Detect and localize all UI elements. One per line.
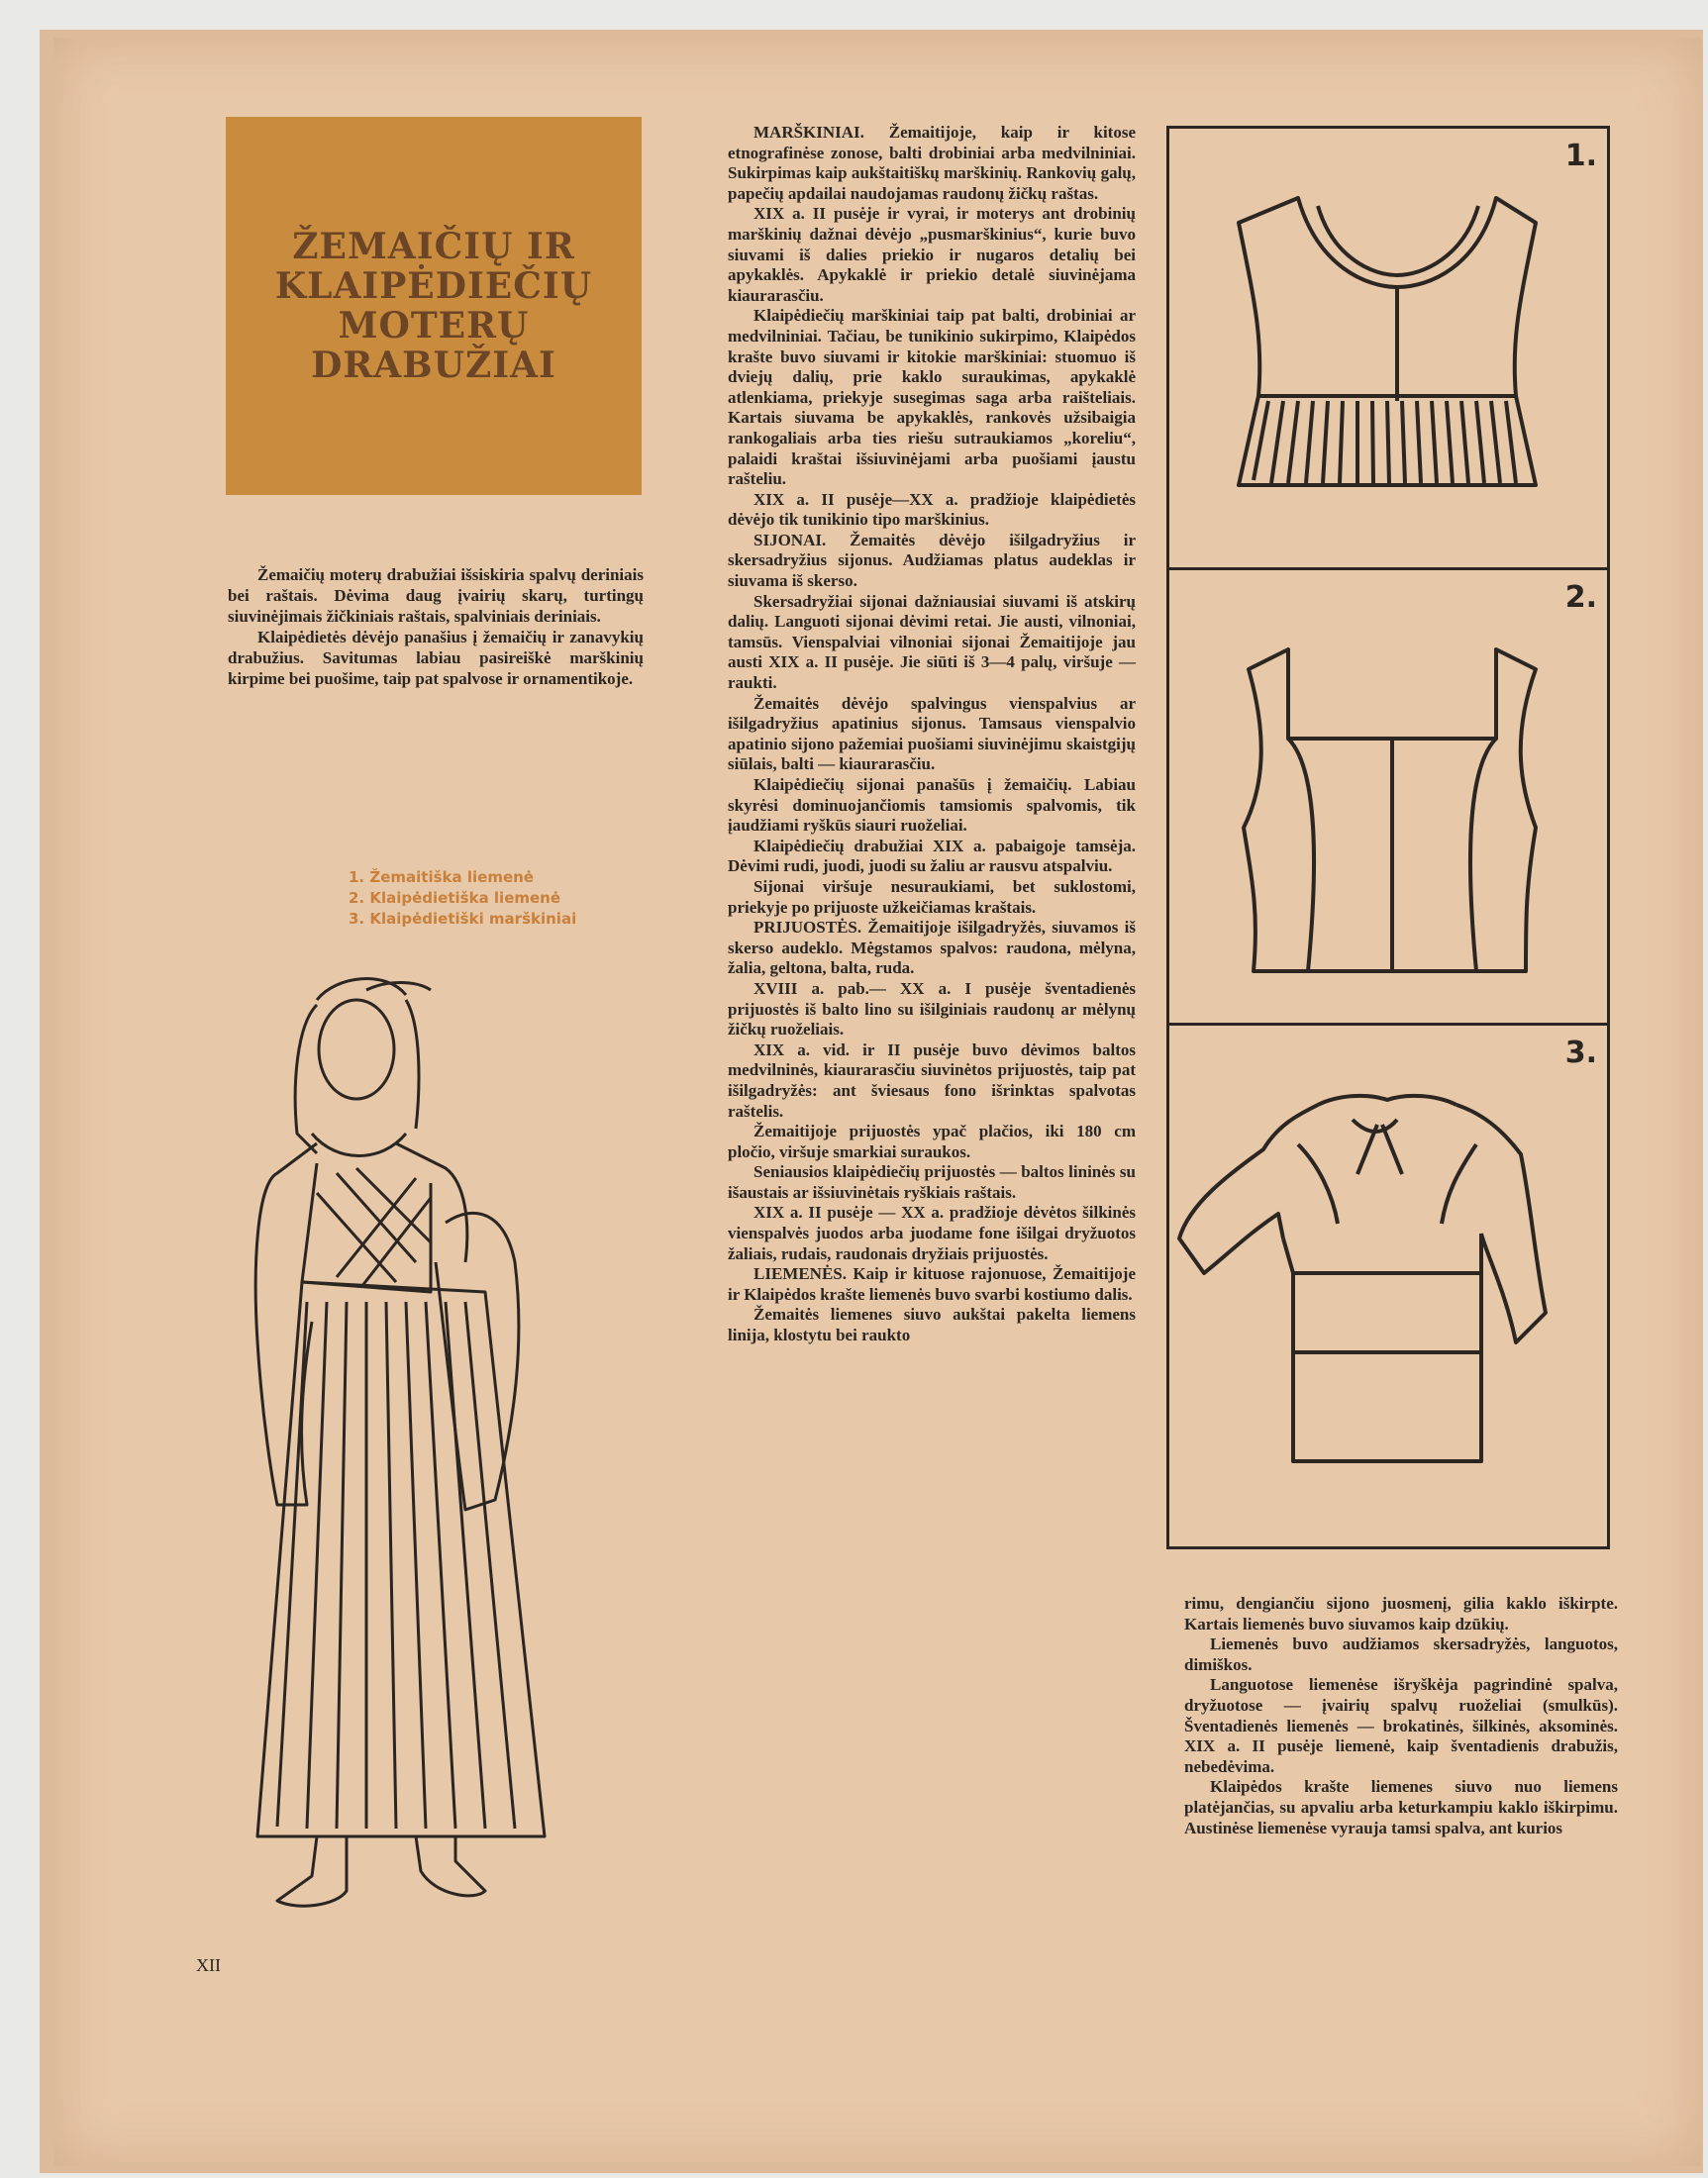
figure-legend [349, 867, 665, 930]
woman-costume-illustration [218, 965, 634, 1935]
title-line: MOTERŲ [338, 305, 530, 346]
intro-text [228, 564, 644, 689]
paragraph: Languotose liemenėse išryškėja pagrindinė spalva, dryžuotose — įvairių spalvų ruoželiai (smulkūs). Šventadienės liemenės — brokatinės, šilkinės, aksominės. XIX a. II pusėje liemenė, kaip šventadienis drabužis, nebedėvima. [1184, 1675, 1618, 1776]
figure-number: 2. [1564, 580, 1597, 615]
legend-item: 3. Klaipėdietiški marškiniai [349, 910, 577, 928]
klaipeda-vest-drawing [1169, 570, 1607, 1021]
paragraph: Sijonai viršuje nesuraukiami, bet suklostomi, priekyje po prijuoste užkeičiamas kraštais. [728, 876, 1136, 917]
intro-paragraph: Klaipėdietės dėvėjo panašius į žemaičių ir zanavykių drabužius. Savitumas labiau pasireiškė marškinių kirpime bei puošime, taip pat spalvose ir ornamentikoje. [228, 628, 644, 688]
middle-column [728, 123, 1136, 1346]
paragraph: rimu, dengiančiu sijono juosmenį, gilia kaklo iškirpte. Kartais liemenės buvo siuvamos kaip dzūkių. [1184, 1594, 1618, 1634]
figure-panel-vest-1 [1169, 129, 1607, 570]
figure-number: 1. [1564, 139, 1597, 173]
paragraph: LIEMENĖS. Kaip ir kituose rajonuose, Žemaitijoje ir Klaipėdos krašte liemenės buvo svarbi kostiumo dalis. [728, 1264, 1136, 1304]
paragraph: XIX a. II pusėje — XX a. pradžioje dėvėtos šilkinės vienspalvės juodos arba juodame fone išilgai dryžuotos žaliais, rudais, raudonais dryžiais prijuostės. [728, 1203, 1136, 1263]
right-column [1184, 1594, 1618, 1838]
paragraph: Žemaitės dėvėjo spalvingus vienspalvius ar išilgadryžius apatinius sijonus. Tamsaus vienspalvio apatinio sijono pažemiai puošiami siuvinėjimu skaistgijų siūlais, balti — kiaurarasčiu. [728, 693, 1136, 774]
woman-figure-drawing [218, 965, 634, 1935]
page-number: XII [196, 1955, 221, 1975]
paragraph: Žemaitės liemenes siuvo aukštai pakelta liemens linija, klostytu bei raukto [728, 1305, 1136, 1345]
figure-panel-vest-2 [1169, 570, 1607, 1026]
title-line: ŽEMAIČIŲ IR [292, 226, 575, 267]
paragraph: XIX a. II pusėje ir vyrai, ir moterys ant drobinių marškinių dažnai dėvėjo „pusmarškinius“, kurie buvo siuvami iš dalies priekio ir nugaros detalių bei apykaklės. Apykaklė ir priekio detalė siuvinėjama kiaurarasčiu. [728, 204, 1136, 305]
page-title [275, 227, 592, 385]
legend-item: 2. Klaipėdietiška liemenė [349, 889, 561, 907]
paragraph: Žemaitijoje prijuostės ypač plačios, iki 180 cm pločio, viršuje smarkiai suraukos. [728, 1122, 1136, 1161]
legend-item: 1. Žemaitiška liemenė [349, 868, 534, 886]
figure-panel-shirt-3 [1169, 1026, 1607, 1549]
paragraph: PRIJUOSTĖS. Žemaitijoje išilgadryžės, siuvamos iš skerso audeklo. Mėgstamos spalvos: raudona, mėlyna, žalia, geltona, balta, ruda. [728, 918, 1136, 978]
paragraph: Klaipėdiečių drabužiai XIX a. pabaigoje tamsėja. Dėvimi rudi, juodi, juodi su žaliu ar rausvu atspalviu. [728, 836, 1136, 876]
intro-paragraph: Žemaičių moterų drabužiai išsiskiria spalvų deriniais bei raštais. Dėvima daug įvairių skarų, turtingų siuvinėjimais žičkiniais raštais, spalviniais deriniais. [228, 565, 644, 626]
paragraph: Klaipėdiečių marškiniai taip pat balti, drobiniai ar medvilniniai. Tačiau, be tunikinio sukirpimo, Klaipėdos krašte buvo siuvami ir kitokie marškiniai: stuomuo iš dviejų dalių, prie kaklo suraukimas, apykaklė atlenkiama, priekyje susegimas saga arba raišteliais. Kartais siuvama be apykaklės, rankovės užsibaigia rankogaliais arba ties riešu sutraukiamos „koreliu“, palaidi kraštai išsiuvinėjami arba puošiami įaustu rašteliu. [728, 306, 1136, 489]
paragraph: Klaipėdiečių sijonai panašūs į žemaičių. Labiau skyrėsi dominuojančiomis tamsiomis spalvomis, tik įaudžiami ryškūs siauri ruoželiai. [728, 775, 1136, 836]
paragraph: SIJONAI. Žemaitės dėvėjo išilgadryžius ir skersadryžius sijonus. Audžiamas platus audeklas ir siuvama iš skerso. [728, 530, 1136, 591]
paragraph: XIX a. II pusėje—XX a. pradžioje klaipėdietės dėvėjo tik tunikinio tipo marškinius. [728, 489, 1136, 530]
paragraph: Skersadryžiai sijonai dažniausiai siuvami iš atskirų dalių. Languoti sijonai dėvimi retai. Jie austi, vilnoniai, tamsūs. Vienspalviai vilnoniai sijonai Žemaitijoje jau austi XIX a. II pusėje. Jie siūti iš 3—4 palų, viršuje — raukti. [728, 591, 1136, 693]
paragraph: MARŠKINIAI. Žemaitijoje, kaip ir kitose etnografinėse zonose, balti drobiniai arba medvilniniai. Sukirpimas kaip aukštaitiškų marškinių. Rankovių galų, papečių apdailai naudojamas raudonų žičkų raštas. [728, 123, 1136, 203]
paragraph: XVIII a. pab.— XX a. I pusėje šventadienės prijuostės iš balto lino su išilginiais raudonų ar mėlynų žičkų ruoželiais. [728, 978, 1136, 1040]
figure-number: 3. [1564, 1036, 1597, 1070]
klaipeda-shirt-drawing [1169, 1026, 1607, 1545]
title-line: DRABUŽIAI [311, 345, 556, 386]
zemaitian-vest-drawing [1169, 129, 1607, 564]
title-box [226, 117, 642, 495]
paragraph: Liemenės buvo audžiamos skersadryžės, languotos, dimiškos. [1184, 1634, 1618, 1674]
paragraph: XIX a. vid. ir II pusėje buvo dėvimos baltos medvilninės, kiaurarasčiu siuvinėtos prijuostės, taip pat išilgadryžės: ant šviesaus fono išrinktas spalvotas raštelis. [728, 1040, 1136, 1121]
title-line: KLAIPĖDIEČIŲ [274, 265, 593, 307]
paragraph: Seniausios klaipėdiečių prijuostės — baltos lininės su išaustais ar išsiuvinėtais ryškiais raštais. [728, 1162, 1136, 1202]
figure-panels [1166, 126, 1610, 1549]
paragraph: Klaipėdos krašte liemenes siuvo nuo liemens platėjančias, su apvaliu arba keturkampiu kaklo iškirpimu. Austinėse liemenėse vyrauja tamsi spalva, ant kurios [1184, 1777, 1618, 1837]
